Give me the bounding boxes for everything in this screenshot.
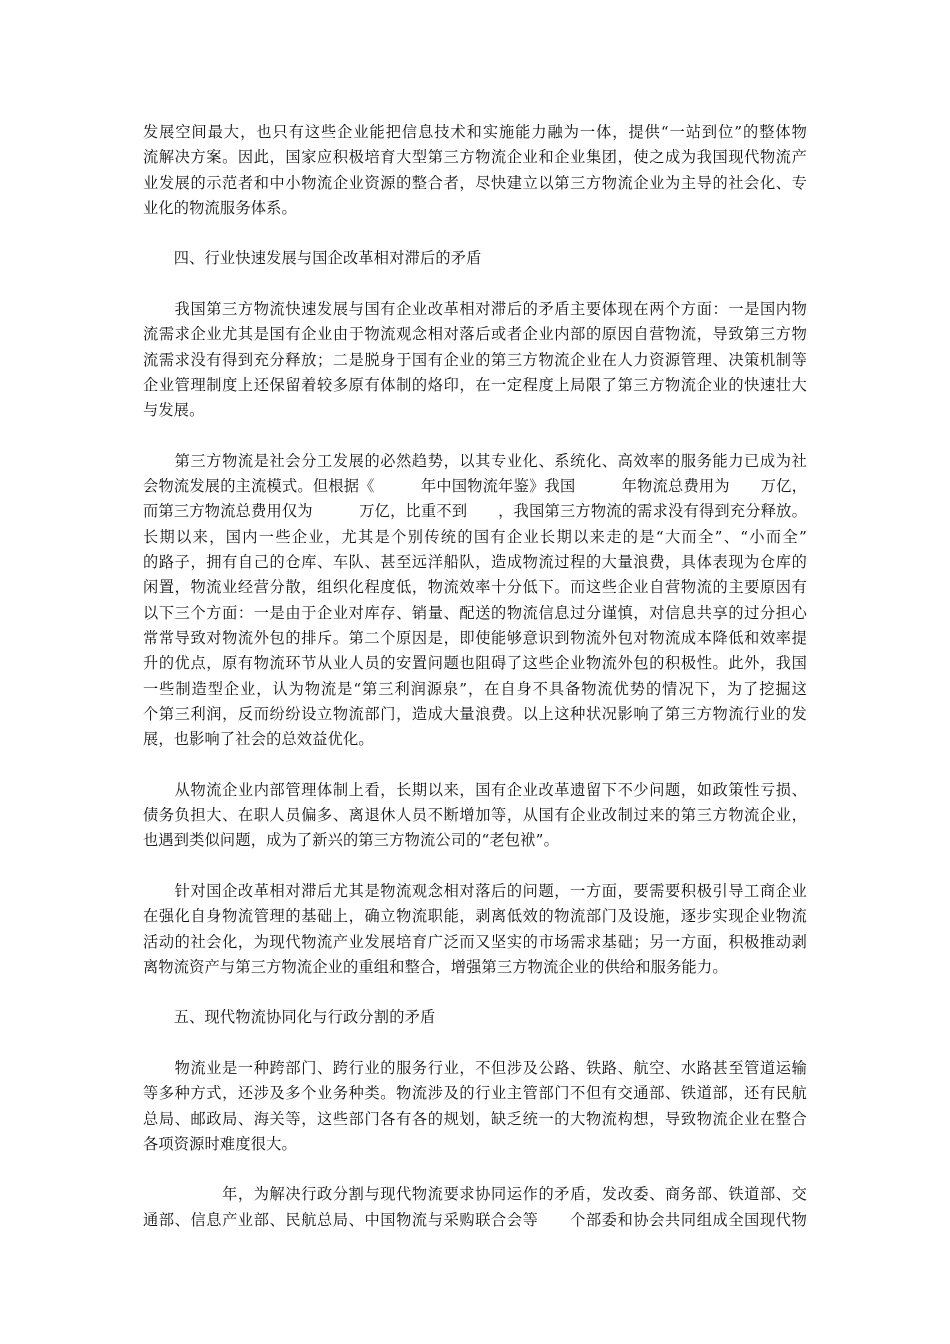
paragraph bbox=[143, 1182, 807, 1233]
paragraph bbox=[143, 1056, 807, 1157]
text-line: 从物流企业内部管理体制上看，长期以来，国有企业改革遗留下不少问题，如政策性亏损、 bbox=[143, 780, 807, 799]
heading-text: 五、现代物流协同化与行政分割的矛盾 bbox=[143, 1008, 436, 1027]
text-line: 第三方物流是社会分工发展的必然趋势，以其专业化、系统化、高效率的服务能力已成为社 bbox=[143, 451, 807, 470]
text-line: 长期以来，国内一些企业，尤其是个别传统的国有企业长期以来走的是“大而全”、“小而全” bbox=[143, 527, 807, 546]
text-line: 业化的物流服务体系。 bbox=[143, 198, 297, 217]
text-line: 企业管理制度上还保留着较多原有体制的烙印，在一定程度上局限了第三方物流企业的快速壮大 bbox=[143, 375, 807, 394]
text-line: 的路子，拥有自己的仓库、车队、甚至远洋船队，造成物流过程的大量浪费，具体表现为仓库的 bbox=[143, 553, 807, 572]
text-line: 活动的社会化，为现代物流产业发展培育广泛而又坚实的市场需求基础；另一方面，积极推动剥 bbox=[143, 932, 807, 951]
text-line: 物流业是一种跨部门、跨行业的服务行业，不但涉及公路、铁路、航空、水路甚至管道运输 bbox=[143, 1058, 807, 1077]
text-line: 展，也影响了社会的总效益优化。 bbox=[143, 730, 374, 749]
document-body bbox=[143, 120, 807, 1233]
text-line: 针对国企改革相对滞后尤其是物流观念相对落后的问题，一方面，要需要积极引导工商企业 bbox=[143, 881, 807, 900]
text-line: 业发展的示范者和中小物流企业资源的整合者，尽快建立以第三方物流企业为主导的社会化、专 bbox=[143, 173, 807, 192]
paragraph bbox=[143, 879, 807, 980]
text-line: 离物流资产与第三方物流企业的重组和整合，增强第三方物流企业的供给和服务能力。 bbox=[143, 957, 728, 976]
paragraph bbox=[143, 778, 807, 854]
text-line: 总局、邮政局、海关等，这些部门各有各的规划，缺乏统一的大物流构想，导致物流企业在整合 bbox=[143, 1109, 807, 1128]
text-line: 而第三方物流总费用仅为 万亿，比重不到 ，我国第三方物流的需求没有得到充分释放。 bbox=[143, 502, 807, 521]
text-line: 常常导致对物流外包的排斥。第二个原因是，即使能够意识到物流外包对物流成本降低和效率提 bbox=[143, 628, 807, 647]
text-line: 以下三个方面：一是由于企业对库存、销量、配送的物流信息过分谨慎，对信息共享的过分担心 bbox=[143, 603, 807, 622]
text-line: 年，为解决行政分割与现代物流要求协同运作的矛盾，发改委、商务部、铁道部、交 bbox=[143, 1185, 807, 1204]
text-line: 流解决方案。因此，国家应积极培育大型第三方物流企业和企业集团，使之成为我国现代物流产 bbox=[143, 148, 807, 167]
text-line: 也遇到类似问题，成为了新兴的第三方物流公司的“老包袱”。 bbox=[143, 831, 560, 850]
text-line: 等多种方式，还涉及多个业务种类。物流涉及的行业主管部门不但有交通部、铁道部，还有民航 bbox=[143, 1084, 807, 1103]
section-heading bbox=[143, 1005, 807, 1030]
text-line: 流需求没有得到充分释放；二是脱身于国有企业的第三方物流企业在人力资源管理、决策机制等 bbox=[143, 350, 807, 369]
section-heading bbox=[143, 246, 807, 271]
text-line: 流需求企业尤其是国有企业由于物流观念相对落后或者企业内部的原因自营物流，导致第三方物 bbox=[143, 325, 807, 344]
text-line: 债务负担大、在职人员偏多、离退休人员不断增加等，从国有企业改制过来的第三方物流企业， bbox=[143, 806, 807, 825]
text-line: 升的优点，原有物流环节从业人员的安置问题也阻碍了这些企业物流外包的积极性。此外，我国 bbox=[143, 654, 807, 673]
text-line: 闲置，物流业经营分散，组织化程度低，物流效率十分低下。而这些企业自营物流的主要原因有 bbox=[143, 578, 807, 597]
text-line: 发展空间最大，也只有这些企业能把信息技术和实施能力融为一体，提供“一站到位”的整体物 bbox=[143, 123, 807, 141]
text-line: 一些制造型企业，认为物流是“第三利润源泉”，在自身不具备物流优势的情况下，为了挖掘这 bbox=[143, 679, 807, 698]
text-line: 个第三利润，反而纷纷设立物流部门，造成大量浪费。以上这种状况影响了第三方物流行业的发 bbox=[143, 704, 807, 723]
text-line: 与发展。 bbox=[143, 401, 205, 420]
text-line: 我国第三方物流快速发展与国有企业改革相对滞后的矛盾主要体现在两个方面：一是国内物 bbox=[143, 300, 807, 319]
paragraph bbox=[143, 449, 807, 753]
paragraph bbox=[143, 120, 807, 221]
heading-text: 四、行业快速发展与国企改革相对滞后的矛盾 bbox=[143, 249, 482, 268]
text-line: 会物流发展的主流模式。但根据《 年中国物流年鉴》我国 年物流总费用为 万亿， bbox=[143, 477, 807, 496]
text-line: 各项资源时难度很大。 bbox=[143, 1134, 297, 1153]
text-line: 通部、信息产业部、民航总局、中国物流与采购联合会等 个部委和协会共同组成全国现代物 bbox=[143, 1210, 807, 1229]
paragraph bbox=[143, 297, 807, 423]
text-line: 在强化自身物流管理的基础上，确立物流职能，剥离低效的物流部门及设施，逐步实现企业物流 bbox=[143, 907, 807, 926]
